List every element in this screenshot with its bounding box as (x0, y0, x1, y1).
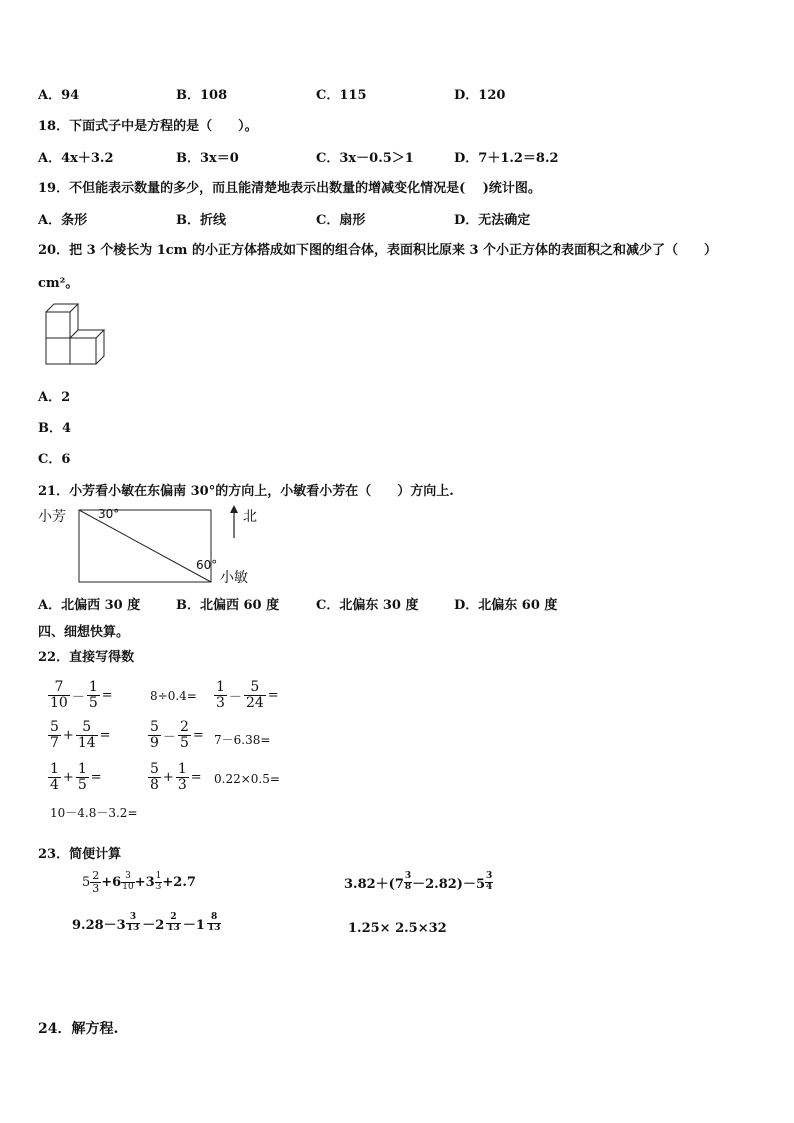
q18-option-d: D．7＋1.2＝8.2 (454, 151, 559, 166)
q23-expression-4: 1.25× 2.5×32 (348, 921, 447, 936)
q22-item-r3a: $\frac{1}{4}$ + $\frac{1}{5}$ = (50, 761, 102, 793)
q21-stem: 21．小芳看小敏在东偏南 30°的方向上，小敏看小芳在（ ）方向上. (38, 484, 454, 499)
q24-stem: 24．解方程. (38, 1021, 119, 1037)
q20-stem: 20．把 3 个棱长为 1cm 的小正方体搭成如下图的组合体，表面积比原来 3 个小正方体的表面积之和减少了（ ） (38, 243, 718, 258)
q21-label-xiaomin: 小敏 (220, 570, 248, 586)
q20-option-c: C．6 (38, 452, 71, 467)
q18-option-c: C．3x－0.5＞1 (316, 151, 414, 166)
q22-item-r3c: 0.22×0.5= (214, 772, 280, 786)
q19-stem: 19．不但能表示数量的多少，而且能清楚地表示出数量的增减变化情况是( )统计图。 (38, 181, 541, 196)
q19-option-c: C．扇形 (316, 213, 366, 228)
q22-item-r2c: 7－6.38= (214, 733, 271, 747)
q22-item-r3b: $\frac{5}{8}$ + $\frac{1}{3}$ = (150, 761, 202, 793)
q18-option-a: A．4x＋3.2 (38, 151, 114, 166)
q21-label-north: 北 (243, 509, 257, 525)
q21-option-d: D．北偏东 60 度 (454, 598, 558, 613)
q22-item-r1b: 8÷0.4= (150, 689, 197, 703)
q21-option-a: A．北偏西 30 度 (38, 598, 141, 613)
q21-option-b: B．北偏西 60 度 (176, 598, 280, 613)
q17-option-d: D．120 (454, 88, 506, 103)
q23-expression-2: 3.82＋(7 $\frac{3}{8}$ －2.82)－5 $\frac{3}{4}$ (344, 871, 493, 892)
q21-label-xiaofang: 小芳 (38, 509, 66, 525)
q19-option-b: B．折线 (176, 213, 226, 228)
q20-option-a: A．2 (38, 390, 71, 405)
q19-option-d: D．无法确定 (454, 213, 531, 228)
q18-option-b: B．3x＝0 (176, 151, 239, 166)
q22-item-r1a: $\frac{7}{10}$ － $\frac{1}{5}$ = (50, 679, 113, 711)
q17-option-b: B．108 (176, 88, 228, 103)
q22-item-r4a: 10－4.8－3.2= (50, 806, 138, 820)
section-four-title: 四、细想快算。 (38, 625, 130, 640)
q22-item-r2a: $\frac{5}{7}$ + $\frac{5}{14}$ = (50, 719, 111, 751)
q23-expression-1: 5 $\frac{2}{3}$ +6 $\frac{3}{10}$ +3 $\frac{1}{3}$ +2.7 (82, 869, 196, 895)
q22-item-r2b: $\frac{5}{9}$ － $\frac{2}{5}$ = (150, 719, 204, 751)
q21-angle-30: 30° (98, 507, 120, 521)
q22-item-r1c: $\frac{1}{3}$ － $\frac{5}{24}$ = (216, 679, 279, 711)
q21-angle-60: 60° (196, 558, 218, 572)
q23-stem: 23．简便计算 (38, 847, 122, 862)
q21-option-c: C．北偏东 30 度 (316, 598, 419, 613)
q17-option-c: C．115 (316, 88, 367, 103)
q23-expression-3: 9.28－3 $\frac{3}{13}$ －2 $\frac{2}{13}$ －1 $\frac{8}{13}$ (72, 912, 221, 933)
q18-stem: 18．下面式子中是方程的是（ ）。 (38, 119, 258, 134)
q20-option-b: B．4 (38, 421, 72, 436)
q17-option-a: A．94 (38, 88, 80, 103)
cube-figure (44, 302, 108, 368)
q19-option-a: A．条形 (38, 213, 88, 228)
q22-stem: 22．直接写得数 (38, 650, 135, 665)
north-arrow-icon (228, 505, 240, 539)
q20-unit: cm²。 (38, 276, 79, 291)
